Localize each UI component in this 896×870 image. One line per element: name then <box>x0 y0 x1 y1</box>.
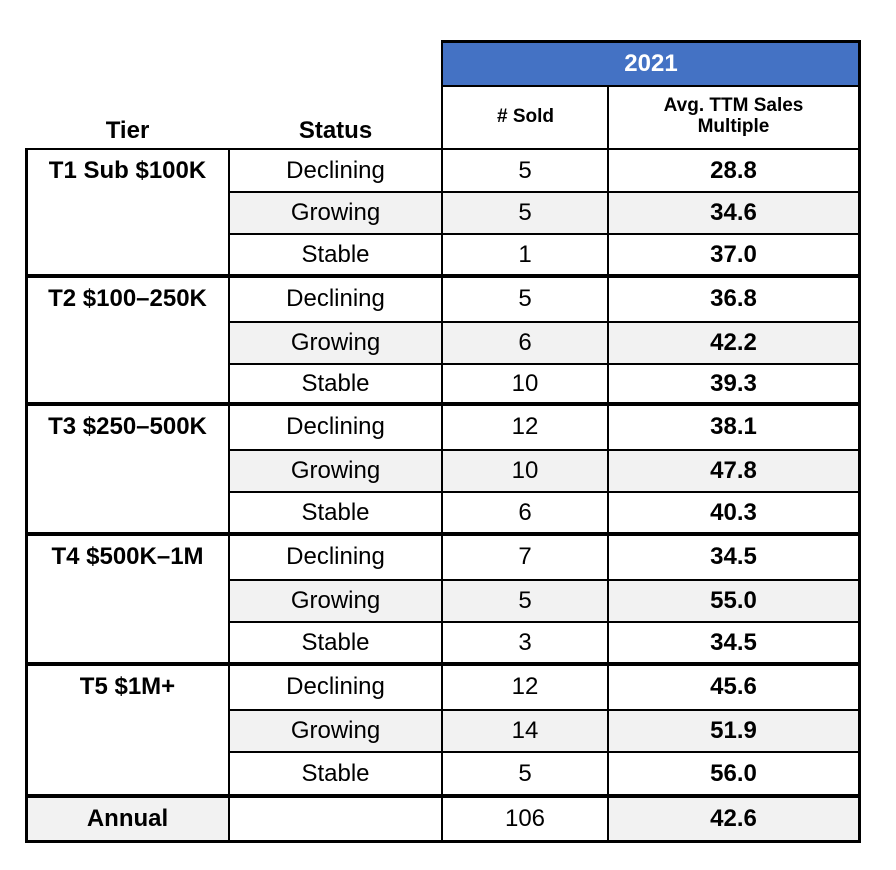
status-cell: Stable <box>301 498 370 526</box>
tier-name: T2 $100–250K <box>48 284 207 312</box>
sold-cell: 5 <box>442 580 608 622</box>
grid-line <box>228 233 861 235</box>
grid-line <box>26 148 861 150</box>
multiple-column-header <box>608 86 859 148</box>
status-cell: Growing <box>229 322 442 364</box>
sold-cell: 5 <box>518 284 532 312</box>
sold-cell: 12 <box>511 672 539 700</box>
annual-sold-cell: 106 <box>504 804 546 832</box>
tier-name: T4 $500K–1M <box>51 542 204 570</box>
grid-line <box>25 532 861 536</box>
status-cell: Declining <box>286 542 385 570</box>
grid-line <box>228 621 861 623</box>
status-cell: Declining <box>286 284 385 312</box>
multiple-cell: 51.9 <box>608 710 859 752</box>
sold-cell: 6 <box>442 322 608 364</box>
sold-cell: 5 <box>518 759 532 787</box>
sold-cell: 10 <box>442 450 608 492</box>
sold-cell: 5 <box>442 192 608 234</box>
tier-name: T5 $1M+ <box>79 672 176 700</box>
grid-line <box>25 662 861 666</box>
grid-line <box>25 402 861 406</box>
multiple-cell: 42.2 <box>608 322 859 364</box>
grid-line <box>228 751 861 753</box>
annual-status-cell <box>229 796 442 842</box>
grid-line <box>441 40 861 43</box>
grid-line <box>228 449 861 451</box>
grid-line <box>228 148 230 842</box>
multiple-cell: 37.0 <box>710 240 757 268</box>
multiple-cell: 34.6 <box>608 192 859 234</box>
grid-line <box>25 274 861 278</box>
multiple-cell: 40.3 <box>710 498 757 526</box>
sold-cell: 6 <box>518 498 532 526</box>
grid-line <box>25 794 861 798</box>
multiple-cell: 47.8 <box>608 450 859 492</box>
grid-line <box>441 40 443 842</box>
grid-line <box>228 321 861 323</box>
multiple-cell: 34.5 <box>710 542 757 570</box>
status-cell: Growing <box>229 450 442 492</box>
status-cell: Declining <box>286 412 385 440</box>
sold-cell: 14 <box>442 710 608 752</box>
tier-name: T3 $250–500K <box>48 412 207 440</box>
multiple-cell: 28.8 <box>710 156 757 184</box>
multiple-cell: 39.3 <box>710 369 757 397</box>
sold-cell: 1 <box>518 240 532 268</box>
multiple-cell: 56.0 <box>710 759 757 787</box>
sold-cell: 5 <box>518 156 532 184</box>
annual-multiple-cell: 42.6 <box>608 796 859 842</box>
grid-line <box>228 191 861 193</box>
grid-line <box>441 85 861 87</box>
status-cell: Stable <box>301 240 370 268</box>
grid-line <box>228 363 861 365</box>
grid-line <box>25 840 861 843</box>
grid-line <box>607 85 609 842</box>
status-cell: Stable <box>301 628 370 656</box>
tier-name: T1 Sub $100K <box>48 156 207 184</box>
sold-cell: 3 <box>518 628 532 656</box>
sold-cell: 12 <box>511 412 539 440</box>
status-cell: Declining <box>286 156 385 184</box>
status-cell: Declining <box>286 672 385 700</box>
tier-column-header: Tier <box>105 116 150 144</box>
status-column-header: Status <box>298 116 373 144</box>
multiple-cell: 38.1 <box>710 412 757 440</box>
grid-line <box>228 709 861 711</box>
multiple-cell: 34.5 <box>710 628 757 656</box>
grid-line <box>228 579 861 581</box>
status-cell: Growing <box>229 710 442 752</box>
multiple-cell: 36.8 <box>710 284 757 312</box>
sold-cell: 10 <box>511 369 539 397</box>
sold-column-header: # Sold <box>496 105 554 127</box>
grid-line <box>228 491 861 493</box>
status-cell: Stable <box>301 759 370 787</box>
annual-label: Annual <box>26 796 229 842</box>
grid-line <box>25 148 28 842</box>
status-cell: Growing <box>229 192 442 234</box>
status-cell: Stable <box>301 369 370 397</box>
sold-cell: 7 <box>518 542 532 570</box>
multiple-cell: 55.0 <box>608 580 859 622</box>
multiple-header-line1: Avg. TTM Sales <box>663 95 804 117</box>
multiple-cell: 45.6 <box>710 672 757 700</box>
status-cell: Growing <box>229 580 442 622</box>
year-header: 2021 <box>443 42 859 86</box>
multiple-header-line2: Multiple <box>697 116 770 137</box>
grid-line <box>858 40 861 842</box>
